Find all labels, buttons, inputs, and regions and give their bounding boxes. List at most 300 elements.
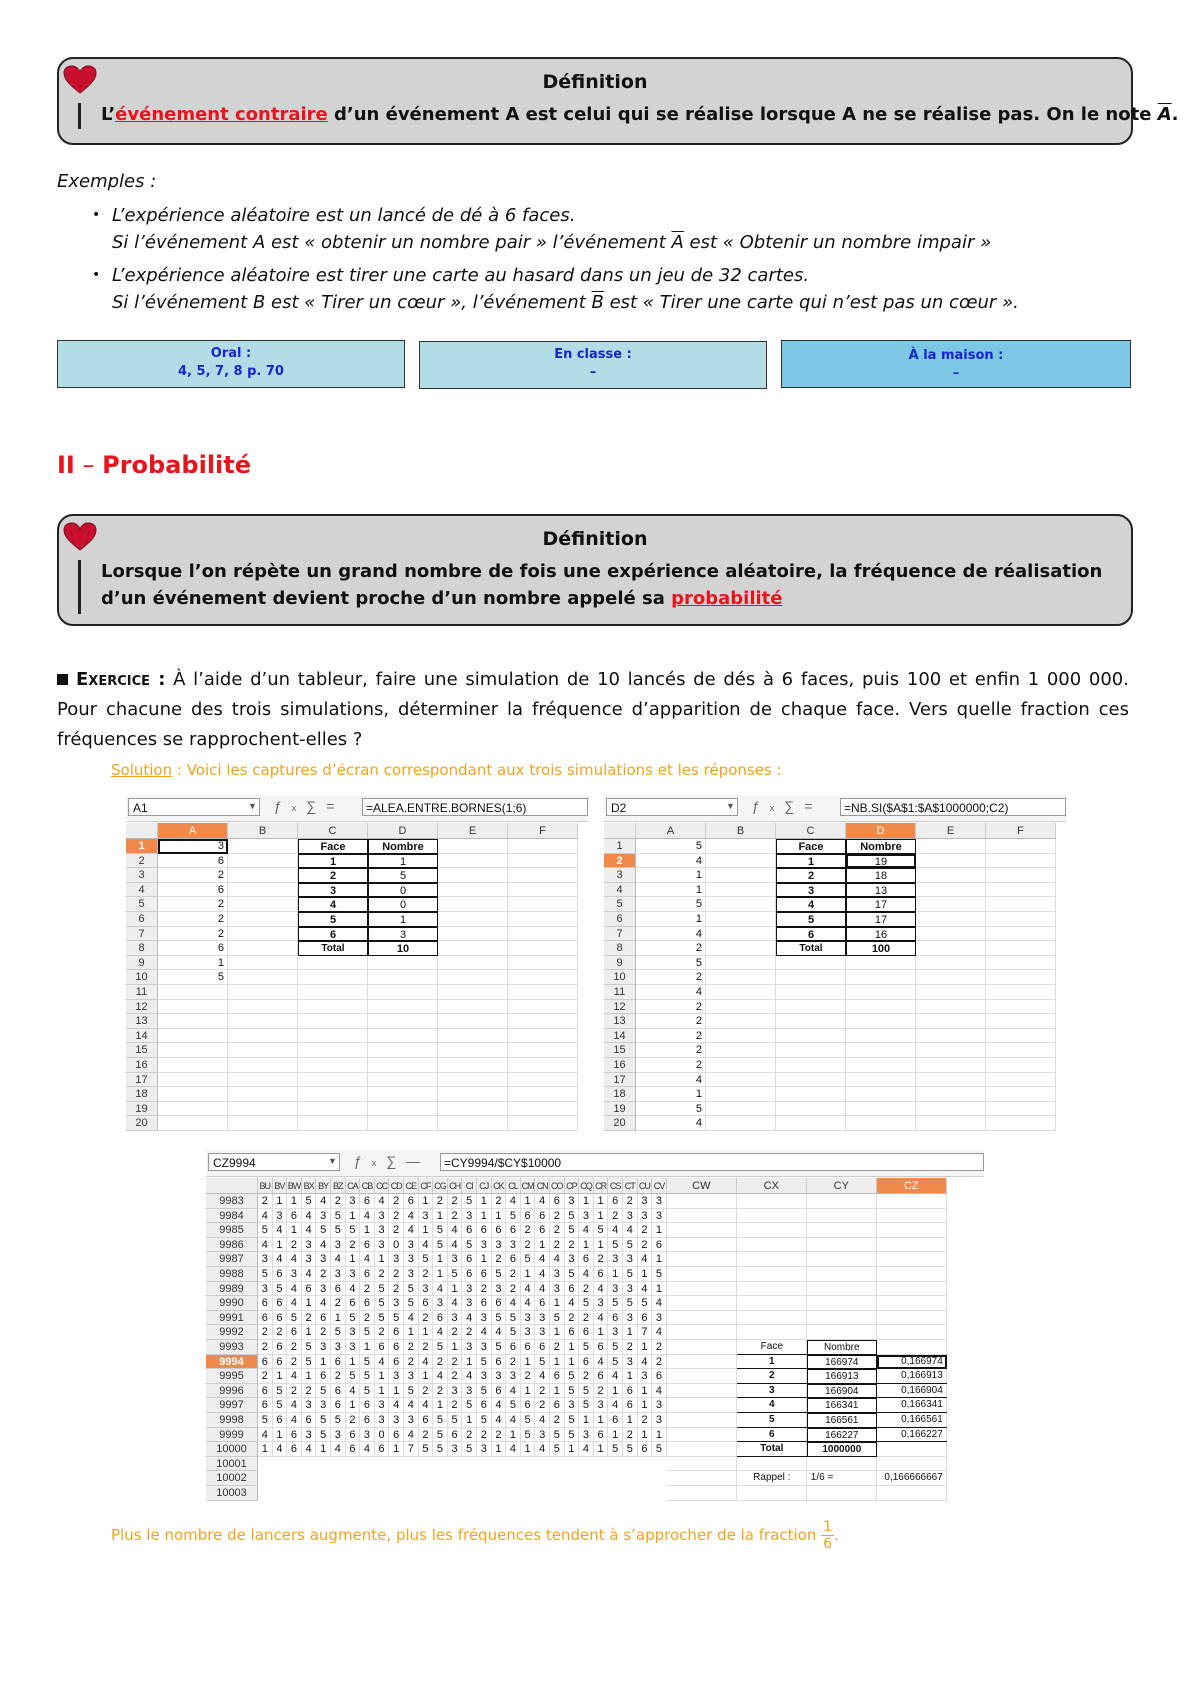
cell[interactable]	[877, 1282, 947, 1297]
die-value[interactable]: 6	[258, 1296, 273, 1311]
row-header-11[interactable]: 11	[604, 985, 636, 1000]
cell[interactable]	[916, 1087, 986, 1102]
die-value[interactable]: 0	[389, 1238, 404, 1253]
die-value[interactable]: 6	[375, 1442, 390, 1457]
cell[interactable]	[368, 1102, 438, 1117]
die-value[interactable]: 6	[594, 1340, 609, 1355]
die-value[interactable]: 6	[550, 1194, 565, 1209]
die-value[interactable]: 3	[535, 1325, 550, 1340]
die-value[interactable]: 5	[404, 1282, 419, 1297]
cell[interactable]	[228, 1000, 298, 1015]
table-count[interactable]: 0	[368, 897, 438, 912]
die-value[interactable]: 2	[316, 1267, 331, 1282]
die-value[interactable]: 3	[477, 1369, 492, 1384]
cell[interactable]	[916, 941, 986, 956]
die-value[interactable]: 4	[273, 1442, 288, 1457]
die-value[interactable]: 4	[608, 1369, 623, 1384]
die-value[interactable]: 6	[287, 1428, 302, 1443]
die-value[interactable]: 6	[594, 1369, 609, 1384]
die-value[interactable]: 4	[346, 1384, 361, 1399]
die-value[interactable]: 2	[535, 1384, 550, 1399]
row-header-12[interactable]: 12	[126, 1000, 158, 1015]
cell[interactable]	[158, 1102, 228, 1117]
die-value[interactable]: 4	[535, 1413, 550, 1428]
cell[interactable]	[916, 1000, 986, 1015]
die-value[interactable]: 2	[258, 1340, 273, 1355]
die-value[interactable]: 5	[623, 1267, 638, 1282]
cell[interactable]	[706, 941, 776, 956]
cell[interactable]	[228, 941, 298, 956]
cell[interactable]	[158, 1014, 228, 1029]
die-value[interactable]: 3	[331, 1428, 346, 1443]
cell[interactable]	[368, 1029, 438, 1044]
die-value[interactable]: 1	[521, 1267, 536, 1282]
die-value[interactable]: 5	[579, 1340, 594, 1355]
die-value[interactable]: 3	[623, 1252, 638, 1267]
row-header-10003[interactable]: 10003	[206, 1486, 258, 1501]
cell[interactable]	[877, 1486, 947, 1501]
cell[interactable]	[508, 1102, 578, 1117]
row-header-9989[interactable]: 9989	[206, 1282, 258, 1297]
die-value[interactable]: 2	[375, 1267, 390, 1282]
die-value[interactable]: 3	[492, 1238, 507, 1253]
cell[interactable]	[916, 912, 986, 927]
die-value[interactable]: 5	[273, 1282, 288, 1297]
cell[interactable]	[667, 1442, 737, 1457]
die-value[interactable]: 2	[419, 1311, 434, 1326]
die-value[interactable]: 5	[404, 1384, 419, 1399]
column-header-ci[interactable]: CI	[462, 1178, 477, 1194]
die-value[interactable]: 4	[535, 1282, 550, 1297]
table-face-6[interactable]: 6	[737, 1428, 807, 1443]
die-value[interactable]: 2	[521, 1238, 536, 1253]
die-value[interactable]: 1	[608, 1267, 623, 1282]
die-value[interactable]: 6	[419, 1413, 434, 1428]
column-header-b[interactable]: B	[228, 823, 298, 839]
die-value[interactable]: 6	[462, 1267, 477, 1282]
cell[interactable]	[228, 1058, 298, 1073]
cell[interactable]	[508, 985, 578, 1000]
die-value[interactable]: 5	[652, 1442, 667, 1457]
die-value[interactable]: 4	[506, 1194, 521, 1209]
cell[interactable]	[298, 1087, 368, 1102]
die-value[interactable]: 2	[375, 1325, 390, 1340]
cell[interactable]	[877, 1457, 947, 1472]
die-value[interactable]: 6	[331, 1355, 346, 1370]
die-value[interactable]: 1	[477, 1194, 492, 1209]
die-value[interactable]: 3	[375, 1223, 390, 1238]
die-value[interactable]: 3	[448, 1442, 463, 1457]
cell[interactable]	[158, 1087, 228, 1102]
die-value[interactable]: 1	[287, 1223, 302, 1238]
die-value[interactable]: 4	[316, 1238, 331, 1253]
die-value[interactable]: 4	[462, 1311, 477, 1326]
row-header-5[interactable]: 5	[604, 897, 636, 912]
die-value[interactable]: 3	[623, 1311, 638, 1326]
die-value[interactable]: 2	[346, 1238, 361, 1253]
die-value[interactable]: 1	[258, 1442, 273, 1457]
die-value[interactable]: 6	[258, 1384, 273, 1399]
die-value[interactable]: 2	[492, 1428, 507, 1443]
cell-a-value[interactable]: 4	[695, 927, 702, 940]
die-value[interactable]: 5	[433, 1413, 448, 1428]
die-value[interactable]: 3	[258, 1252, 273, 1267]
table-count[interactable]: 166561	[807, 1413, 877, 1428]
column-header-c[interactable]: C	[776, 823, 846, 839]
cell[interactable]	[706, 1058, 776, 1073]
table-count[interactable]: 17	[846, 897, 916, 912]
die-value[interactable]: 2	[389, 1267, 404, 1282]
die-value[interactable]: 6	[389, 1340, 404, 1355]
die-value[interactable]: 6	[273, 1355, 288, 1370]
cell-a-value[interactable]: 5	[695, 840, 702, 852]
die-value[interactable]: 1	[623, 1369, 638, 1384]
table-face-4[interactable]: 4	[298, 897, 368, 912]
cell[interactable]	[877, 1296, 947, 1311]
row-header-10001[interactable]: 10001	[206, 1457, 258, 1472]
die-value[interactable]: 3	[389, 1413, 404, 1428]
die-value[interactable]: 4	[594, 1355, 609, 1370]
cell[interactable]	[667, 1384, 737, 1399]
die-value[interactable]: 3	[316, 1282, 331, 1297]
die-value[interactable]: 4	[623, 1223, 638, 1238]
column-header-cm[interactable]: CM	[521, 1178, 536, 1194]
die-value[interactable]: 4	[535, 1442, 550, 1457]
die-value[interactable]: 2	[273, 1325, 288, 1340]
table-count[interactable]: 166913	[807, 1369, 877, 1384]
cell[interactable]	[986, 1000, 1056, 1015]
table-face-2[interactable]: 2	[737, 1369, 807, 1384]
cell[interactable]	[807, 1296, 877, 1311]
die-value[interactable]: 6	[404, 1194, 419, 1209]
die-value[interactable]: 2	[462, 1325, 477, 1340]
column-header-bu[interactable]: BU	[258, 1178, 273, 1194]
table-count[interactable]: 13	[846, 883, 916, 898]
cell[interactable]	[667, 1457, 737, 1472]
die-value[interactable]: 1	[550, 1296, 565, 1311]
row-header-9987[interactable]: 9987	[206, 1252, 258, 1267]
cell[interactable]	[807, 1311, 877, 1326]
table-face-6[interactable]: 6	[298, 927, 368, 942]
row-header-9992[interactable]: 9992	[206, 1325, 258, 1340]
die-value[interactable]: 1	[389, 1442, 404, 1457]
die-value[interactable]: 6	[594, 1267, 609, 1282]
die-value[interactable]: 3	[565, 1252, 580, 1267]
die-value[interactable]: 3	[652, 1194, 667, 1209]
column-header-cl[interactable]: CL	[506, 1178, 521, 1194]
die-value[interactable]: 5	[506, 1209, 521, 1224]
die-value[interactable]: 1	[638, 1384, 653, 1399]
cell[interactable]	[916, 839, 986, 854]
cell[interactable]	[916, 927, 986, 942]
cell[interactable]	[368, 1073, 438, 1088]
cell[interactable]	[158, 1116, 228, 1131]
die-value[interactable]: 1	[550, 1384, 565, 1399]
column-header-ch[interactable]: CH	[448, 1178, 463, 1194]
die-value[interactable]: 3	[521, 1325, 536, 1340]
die-value[interactable]: 3	[521, 1311, 536, 1326]
die-value[interactable]: 4	[404, 1223, 419, 1238]
column-header-d[interactable]: D	[846, 823, 916, 839]
die-value[interactable]: 1	[521, 1442, 536, 1457]
die-value[interactable]: 4	[521, 1282, 536, 1297]
cell[interactable]	[986, 1102, 1056, 1117]
die-value[interactable]: 5	[579, 1398, 594, 1413]
cell[interactable]	[916, 897, 986, 912]
cell[interactable]	[706, 927, 776, 942]
cell[interactable]	[298, 1073, 368, 1088]
table-count[interactable]: 5	[368, 868, 438, 883]
cell[interactable]	[667, 1194, 737, 1209]
die-value[interactable]: 2	[506, 1355, 521, 1370]
cell[interactable]	[776, 970, 846, 985]
die-value[interactable]: 5	[331, 1209, 346, 1224]
cell[interactable]	[667, 1252, 737, 1267]
cell[interactable]	[737, 1223, 807, 1238]
cell[interactable]	[438, 883, 508, 898]
die-value[interactable]: 4	[258, 1428, 273, 1443]
column-header-bw[interactable]: BW	[287, 1178, 302, 1194]
row-header-9991[interactable]: 9991	[206, 1311, 258, 1326]
cell-a-value[interactable]: 4	[695, 854, 702, 867]
cell[interactable]	[228, 854, 298, 869]
cell[interactable]	[508, 883, 578, 898]
cell[interactable]	[877, 1325, 947, 1340]
cell[interactable]	[807, 1194, 877, 1209]
die-value[interactable]: 5	[389, 1311, 404, 1326]
table-face-total[interactable]: Total	[737, 1442, 807, 1457]
frequency-value[interactable]: 0,166913	[877, 1369, 947, 1384]
die-value[interactable]: 1	[594, 1209, 609, 1224]
die-value[interactable]: 5	[258, 1413, 273, 1428]
cell[interactable]	[776, 1087, 846, 1102]
cell[interactable]	[986, 1087, 1056, 1102]
die-value[interactable]: 4	[652, 1325, 667, 1340]
die-value[interactable]: 1	[419, 1369, 434, 1384]
cell[interactable]	[706, 1073, 776, 1088]
die-value[interactable]: 5	[433, 1428, 448, 1443]
cell[interactable]	[807, 1457, 877, 1472]
table-face-5[interactable]: 5	[776, 912, 846, 927]
die-value[interactable]: 5	[404, 1296, 419, 1311]
reminder-expression[interactable]: 1/6 =	[810, 1472, 834, 1484]
die-value[interactable]: 4	[404, 1398, 419, 1413]
row-header-9993[interactable]: 9993	[206, 1340, 258, 1355]
die-value[interactable]: 2	[550, 1340, 565, 1355]
die-value[interactable]: 1	[433, 1267, 448, 1282]
die-value[interactable]: 5	[462, 1398, 477, 1413]
cell[interactable]	[706, 985, 776, 1000]
die-value[interactable]: 3	[375, 1209, 390, 1224]
cell[interactable]	[228, 1102, 298, 1117]
die-value[interactable]: 2	[448, 1209, 463, 1224]
die-value[interactable]: 4	[492, 1325, 507, 1340]
die-value[interactable]: 3	[448, 1384, 463, 1399]
table-count[interactable]: 166341	[807, 1398, 877, 1413]
cell[interactable]	[807, 1325, 877, 1340]
die-value[interactable]: 5	[608, 1340, 623, 1355]
cell-a-value[interactable]: 2	[695, 971, 702, 984]
row-header-6[interactable]: 6	[126, 912, 158, 927]
die-value[interactable]: 3	[258, 1282, 273, 1297]
die-value[interactable]: 4	[521, 1296, 536, 1311]
die-value[interactable]: 5	[258, 1267, 273, 1282]
die-value[interactable]: 4	[535, 1369, 550, 1384]
column-header-e[interactable]: E	[438, 823, 508, 839]
die-value[interactable]: 2	[433, 1194, 448, 1209]
die-value[interactable]: 3	[448, 1252, 463, 1267]
die-value[interactable]: 3	[579, 1209, 594, 1224]
table-count[interactable]: 166974	[807, 1355, 877, 1370]
die-value[interactable]: 1	[462, 1355, 477, 1370]
cell[interactable]	[846, 1043, 916, 1058]
cell[interactable]	[916, 1102, 986, 1117]
die-value[interactable]: 2	[623, 1340, 638, 1355]
die-value[interactable]: 3	[608, 1282, 623, 1297]
die-value[interactable]: 4	[506, 1296, 521, 1311]
die-value[interactable]: 3	[594, 1398, 609, 1413]
row-header-14[interactable]: 14	[126, 1029, 158, 1044]
cell[interactable]	[298, 970, 368, 985]
die-value[interactable]: 2	[331, 1296, 346, 1311]
cell[interactable]	[228, 1116, 298, 1131]
cell[interactable]	[737, 1238, 807, 1253]
die-value[interactable]: 6	[258, 1311, 273, 1326]
die-value[interactable]: 3	[316, 1252, 331, 1267]
die-value[interactable]: 1	[316, 1355, 331, 1370]
row-header-6[interactable]: 6	[604, 912, 636, 927]
cell[interactable]	[508, 854, 578, 869]
die-value[interactable]: 4	[375, 1194, 390, 1209]
die-value[interactable]: 6	[258, 1398, 273, 1413]
die-value[interactable]: 4	[419, 1355, 434, 1370]
die-value[interactable]: 4	[492, 1413, 507, 1428]
cell[interactable]	[846, 1014, 916, 1029]
die-value[interactable]: 5	[360, 1369, 375, 1384]
die-value[interactable]: 1	[433, 1209, 448, 1224]
die-value[interactable]: 5	[448, 1413, 463, 1428]
die-value[interactable]: 7	[638, 1325, 653, 1340]
die-value[interactable]: 1	[331, 1311, 346, 1326]
die-value[interactable]: 3	[302, 1428, 317, 1443]
die-value[interactable]: 3	[638, 1369, 653, 1384]
die-value[interactable]: 2	[579, 1311, 594, 1326]
cell[interactable]	[877, 1442, 947, 1457]
die-value[interactable]: 3	[565, 1398, 580, 1413]
die-value[interactable]: 2	[448, 1355, 463, 1370]
die-value[interactable]: 1	[638, 1398, 653, 1413]
reminder-label[interactable]: Rappel :	[753, 1472, 791, 1484]
die-value[interactable]: 1	[360, 1223, 375, 1238]
die-value[interactable]: 1	[273, 1194, 288, 1209]
die-value[interactable]: 2	[550, 1223, 565, 1238]
die-value[interactable]: 6	[608, 1311, 623, 1326]
die-value[interactable]: 5	[360, 1325, 375, 1340]
die-value[interactable]: 3	[404, 1267, 419, 1282]
cell[interactable]	[508, 1116, 578, 1131]
die-value[interactable]: 3	[492, 1369, 507, 1384]
die-value[interactable]: 5	[550, 1442, 565, 1457]
cell[interactable]	[916, 1116, 986, 1131]
die-value[interactable]: 3	[638, 1209, 653, 1224]
die-value[interactable]: 2	[287, 1238, 302, 1253]
row-header-2[interactable]: 2	[604, 854, 636, 869]
die-value[interactable]: 4	[579, 1267, 594, 1282]
cell[interactable]	[667, 1209, 737, 1224]
name-box[interactable]: CZ9994	[208, 1153, 340, 1171]
die-value[interactable]: 2	[360, 1282, 375, 1297]
die-value[interactable]: 1	[273, 1369, 288, 1384]
cell[interactable]	[158, 1058, 228, 1073]
column-header-cx[interactable]: CX	[737, 1178, 807, 1194]
die-value[interactable]: 3	[550, 1267, 565, 1282]
cell[interactable]	[438, 1029, 508, 1044]
cell[interactable]	[807, 1486, 877, 1501]
cell[interactable]	[706, 897, 776, 912]
die-value[interactable]: 6	[389, 1355, 404, 1370]
die-value[interactable]: 5	[433, 1238, 448, 1253]
frequency-value[interactable]: 0,166974	[877, 1355, 947, 1370]
die-value[interactable]: 3	[404, 1413, 419, 1428]
table-count[interactable]: 3	[368, 927, 438, 942]
die-value[interactable]: 6	[302, 1282, 317, 1297]
die-value[interactable]: 4	[448, 1296, 463, 1311]
die-value[interactable]: 5	[419, 1442, 434, 1457]
die-value[interactable]: 3	[448, 1311, 463, 1326]
die-value[interactable]: 1	[492, 1209, 507, 1224]
row-header-9994[interactable]: 9994	[206, 1355, 258, 1370]
cell[interactable]	[737, 1282, 807, 1297]
cell[interactable]	[706, 912, 776, 927]
cell[interactable]	[986, 956, 1056, 971]
die-value[interactable]: 3	[375, 1413, 390, 1428]
die-value[interactable]: 4	[535, 1267, 550, 1282]
row-header-4[interactable]: 4	[604, 883, 636, 898]
die-value[interactable]: 2	[462, 1428, 477, 1443]
die-value[interactable]: 5	[375, 1296, 390, 1311]
die-value[interactable]: 6	[462, 1223, 477, 1238]
die-value[interactable]: 1	[594, 1194, 609, 1209]
die-value[interactable]: 1	[302, 1325, 317, 1340]
die-value[interactable]: 4	[477, 1325, 492, 1340]
die-value[interactable]: 3	[346, 1340, 361, 1355]
die-value[interactable]: 6	[579, 1355, 594, 1370]
die-value[interactable]: 1	[579, 1238, 594, 1253]
cell[interactable]	[706, 1014, 776, 1029]
cell[interactable]	[438, 941, 508, 956]
cell-a-value[interactable]: 1	[217, 956, 224, 969]
die-value[interactable]: 5	[462, 1442, 477, 1457]
die-value[interactable]: 4	[375, 1355, 390, 1370]
die-value[interactable]: 1	[506, 1428, 521, 1443]
cell[interactable]	[877, 1340, 947, 1355]
row-header-17[interactable]: 17	[126, 1073, 158, 1088]
cell[interactable]	[368, 1000, 438, 1015]
die-value[interactable]: 4	[316, 1194, 331, 1209]
die-value[interactable]: 2	[579, 1369, 594, 1384]
cell[interactable]	[986, 912, 1056, 927]
row-header-9985[interactable]: 9985	[206, 1223, 258, 1238]
die-value[interactable]: 2	[258, 1194, 273, 1209]
die-value[interactable]: 2	[404, 1340, 419, 1355]
column-header-by[interactable]: BY	[316, 1178, 331, 1194]
cell[interactable]	[737, 1267, 807, 1282]
die-value[interactable]: 5	[608, 1355, 623, 1370]
name-box[interactable]: A1	[128, 798, 260, 816]
cell-a-value[interactable]: 2	[217, 913, 224, 925]
die-value[interactable]: 3	[477, 1442, 492, 1457]
cell[interactable]	[706, 1087, 776, 1102]
